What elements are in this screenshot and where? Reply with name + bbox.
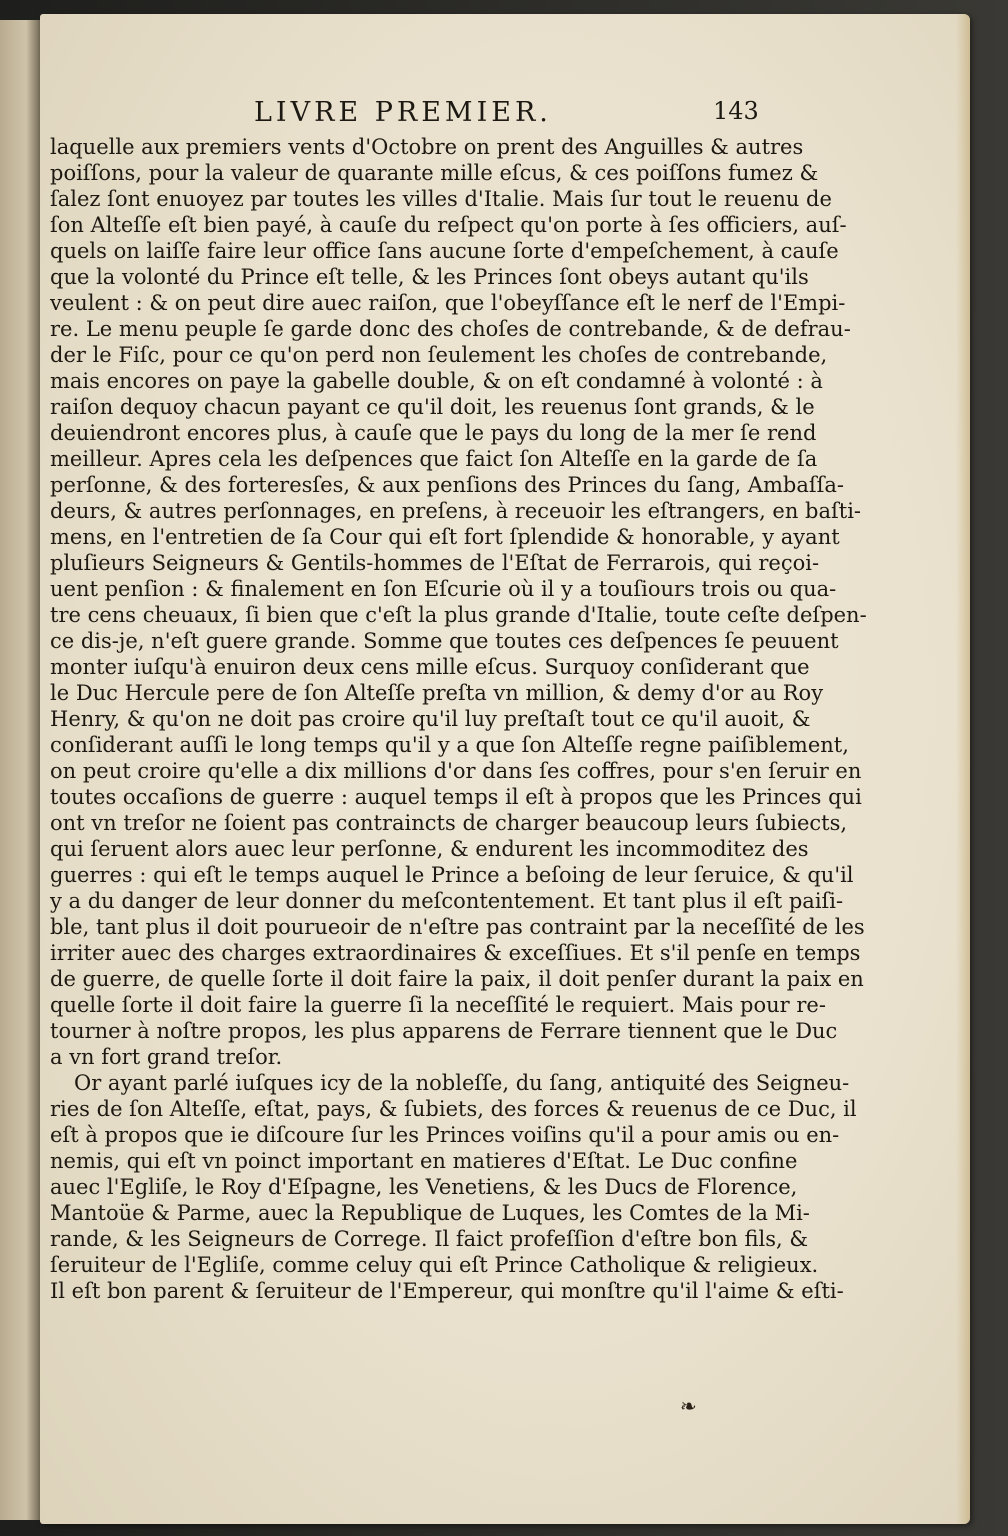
text-line: poiſſons, pour la valeur de quarante mille eſcus, & ces poiſſons fumez & — [50, 161, 819, 185]
text-line: veulent : & on peut dire auec raiſon, que l'obeyſſance eſt le nerf de l'Empi- — [50, 291, 846, 315]
text-line: Il eſt bon parent & ſeruiteur de l'Empereur, qui monſtre qu'il l'aime & eſti- — [50, 1279, 844, 1303]
fleuron-ornament: ❧ — [680, 1394, 697, 1418]
text-line: on peut croire qu'elle a dix millions d'or dans ſes coffres, pour s'en ſeruir en — [50, 759, 862, 783]
page — [40, 14, 970, 1524]
text-line: Or ayant parlé iuſques icy de la nobleſſe, du ſang, antiquité des Seigneu- — [74, 1071, 850, 1095]
text-line: deuiendront encores plus, à cauſe que le pays du long de la mer ſe rend — [50, 421, 817, 445]
page-fore-edge — [956, 14, 970, 1524]
text-line: mais encores on paye la gabelle double, & on eſt condamné à volonté : à — [50, 369, 823, 393]
text-line: ſeruiteur de l'Egliſe, comme celuy qui eſt Prince Catholique & religieux. — [50, 1253, 819, 1277]
text-line: le Duc Hercule pere de ſon Alteſſe preſta vn million, & demy d'or au Roy — [50, 681, 824, 705]
text-line: deurs, & autres perſonnages, en preſens, à receuoir les eſtrangers, en baſti- — [50, 499, 862, 523]
running-title: LIVRE PREMIER. — [254, 97, 552, 128]
text-line: auec l'Egliſe, le Roy d'Eſpagne, les Venetiens, & les Ducs de Florence, — [50, 1175, 798, 1199]
text-line: Mantoüe & Parme, auec la Republique de Luques, les Comtes de la Mi- — [50, 1201, 810, 1225]
text-line: conſiderant auſſi le long temps qu'il y a que ſon Alteſſe regne paiſiblement, — [50, 733, 849, 757]
text-line: tre cens cheuaux, ſi bien que c'eſt la plus grande d'Italie, toute ceſte deſpen- — [50, 603, 867, 627]
text-line: ſalez ſont enuoyez par toutes les villes d'Italie. Mais ſur tout le reuenu de — [50, 187, 832, 211]
text-line: qui ſeruent alors auec leur perſonne, & endurent les incommoditez des — [50, 837, 809, 861]
text-line: toutes occaſions de guerre : auquel temps il eſt à propos que les Princes qui — [50, 785, 862, 809]
text-line: ries de ſon Alteſſe, eſtat, pays, & ſubiets, des forces & reuenus de ce Duc, il — [50, 1097, 857, 1121]
text-line: quels on laiſſe faire leur office ſans aucune ſorte d'empeſchement, à cauſe — [50, 239, 839, 263]
text-line: que la volonté du Prince eſt telle, & les Princes ſont obeys autant qu'ils — [50, 265, 809, 289]
text-line: a vn fort grand treſor. — [50, 1045, 283, 1069]
text-line: guerres : qui eſt le temps auquel le Prince a beſoing de leur ſeruice, & qu'il — [50, 863, 854, 887]
running-head — [40, 97, 970, 131]
text-line: ce dis-je, n'eſt guere grande. Somme que toutes ces deſpences ſe peuuent — [50, 629, 839, 653]
page-number: 143 — [713, 97, 759, 125]
text-line: nemis, qui eſt vn poinct important en matieres d'Eſtat. Le Duc confine — [50, 1149, 798, 1173]
text-line: raiſon dequoy chacun payant ce qu'il doit, les reuenus ſont grands, & le — [50, 395, 815, 419]
text-line: ble, tant plus il doit pourueoir de n'eſtre pas contraint par la neceſſité de les — [50, 915, 865, 939]
text-line: re. Le menu peuple ſe garde donc des choſes de contrebande, & de defrau- — [50, 317, 851, 341]
text-line: ſon Alteſſe eſt bien payé, à cauſe du reſpect qu'on porte à ſes officiers, auſ- — [50, 213, 847, 237]
text-line: ont vn treſor ne ſoient pas contraincts de charger beaucoup leurs ſubiects, — [50, 811, 848, 835]
text-line: quelle ſorte il doit faire la guerre ſi la neceſſité le requiert. Mais pour re- — [50, 993, 826, 1017]
text-line: perſonne, & des forteresſes, & aux penſions des Princes du ſang, Ambaſſa- — [50, 473, 845, 497]
text-line: rande, & les Seigneurs de Correge. Il faict profeſſion d'eſtre bon fils, & — [50, 1227, 809, 1251]
text-line: tourner à noſtre propos, les plus apparens de Ferrare tiennent que le Duc — [50, 1019, 838, 1043]
text-line: der le Fiſc, pour ce qu'on perd non ſeulement les choſes de contrebande, — [50, 343, 828, 367]
text-line: y a du danger de leur donner du meſcontentement. Et tant plus il eſt paiſi- — [50, 889, 844, 913]
text-line: de guerre, de quelle ſorte il doit faire la paix, il doit penſer durant la paix en — [50, 967, 864, 991]
text-line: irriter auec des charges extraordinaires & exceſſiues. Et s'il penſe en temps — [50, 941, 861, 965]
text-line: monter iuſqu'à enuiron deux cens mille eſcus. Surquoy conſiderant que — [50, 655, 810, 679]
text-line: mens, en l'entretien de ſa Cour qui eſt fort ſplendide & honorable, y ayant — [50, 525, 840, 549]
text-line: meilleur. Apres cela les deſpences que faict ſon Alteſſe en la garde de ſa — [50, 447, 818, 471]
text-line: laquelle aux premiers vents d'Octobre on prent des Anguilles & autres — [50, 135, 804, 159]
text-line: eſt à propos que ie diſcoure ſur les Princes voiſins qu'il a pour amis ou en- — [50, 1123, 840, 1147]
text-line: uent penſion : & finalement en ſon Eſcurie où il y a touſiours trois ou qua- — [50, 577, 837, 601]
text-line: pluſieurs Seigneurs & Gentils-hommes de l'Eſtat de Ferrarois, qui reçoi- — [50, 551, 820, 575]
text-line: Henry, & qu'on ne doit pas croire qu'il luy preſtaſt tout ce qu'il auoit, & — [50, 707, 811, 731]
